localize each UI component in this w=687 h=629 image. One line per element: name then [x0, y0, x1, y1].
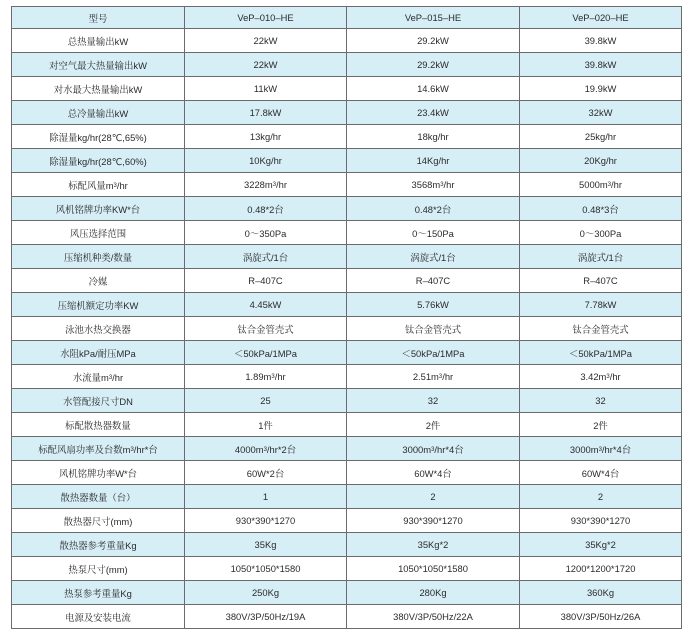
row-label: 热泵参考重量Kg: [12, 581, 185, 605]
vep-015-value: 14.6kW: [347, 77, 520, 101]
table-row: [12, 389, 682, 413]
vep-010-value: 钛合金管壳式: [185, 317, 347, 341]
table-row: [12, 533, 682, 557]
row-label: 压缩机种类/数量: [12, 245, 185, 269]
table-row: [12, 293, 682, 317]
header-vep-015: VeP–015–HE: [347, 7, 520, 29]
row-label: 散热器数量（台）: [12, 485, 185, 509]
vep-010-value: 22kW: [185, 53, 347, 77]
vep-020-value: 32kW: [520, 101, 682, 125]
vep-020-value: 2: [520, 485, 682, 509]
row-label: 散热器参考重量Kg: [12, 533, 185, 557]
vep-010-value: 380V/3P/50Hz/19A: [185, 605, 347, 629]
table-row: [12, 341, 682, 365]
vep-010-value: 25: [185, 389, 347, 413]
row-label: 水流量$m^3/hr$: [12, 365, 185, 389]
vep-020-value: 930*390*1270: [520, 509, 682, 533]
row-label: 风机铭牌功率KW*台: [12, 197, 185, 221]
vep-010-value: 250Kg: [185, 581, 347, 605]
vep-020-value: ＜50kPa/1MPa: [520, 341, 682, 365]
table-row: [12, 245, 682, 269]
vep-010-value: 1050*1050*1580: [185, 557, 347, 581]
vep-010-value: 930*390*1270: [185, 509, 347, 533]
vep-020-value: R–407C: [520, 269, 682, 293]
vep-015-value: 钛合金管壳式: [347, 317, 520, 341]
spec-table-body: [12, 29, 682, 629]
vep-020-value: 2件: [520, 413, 682, 437]
spec-table-header: [12, 7, 682, 29]
row-label: 对水最大热量输出kW: [12, 77, 185, 101]
vep-020-value: 19.9kW: [520, 77, 682, 101]
vep-020-value: 0～300Pa: [520, 221, 682, 245]
vep-015-value: 280Kg: [347, 581, 520, 605]
table-row: [12, 557, 682, 581]
table-row: [12, 269, 682, 293]
vep-020-value: $3000m^3/hr*4$台: [520, 437, 682, 461]
spec-table-container: [11, 6, 681, 629]
vep-015-value: 35Kg*2: [347, 533, 520, 557]
vep-015-value: 14Kg/hr: [347, 149, 520, 173]
table-row: [12, 365, 682, 389]
vep-020-value: 钛合金管壳式: [520, 317, 682, 341]
vep-020-value: 20Kg/hr: [520, 149, 682, 173]
vep-015-value: 18kg/hr: [347, 125, 520, 149]
vep-015-value: 2件: [347, 413, 520, 437]
header-vep-020: VeP–020–HE: [520, 7, 682, 29]
row-label: 散热器尺寸(mm): [12, 509, 185, 533]
row-label: 热泵尺寸(mm): [12, 557, 185, 581]
vep-015-value: 32: [347, 389, 520, 413]
vep-015-value: 930*390*1270: [347, 509, 520, 533]
vep-020-value: 360Kg: [520, 581, 682, 605]
vep-020-value: 涡旋式/1台: [520, 245, 682, 269]
table-row: [12, 461, 682, 485]
vep-015-value: 29.2kW: [347, 53, 520, 77]
vep-020-value: 60W*4台: [520, 461, 682, 485]
vep-015-value: 380V/3P/50Hz/22A: [347, 605, 520, 629]
row-label: 总冷量输出kW: [12, 101, 185, 125]
vep-020-value: 32: [520, 389, 682, 413]
table-row: [12, 125, 682, 149]
vep-010-value: $1.89m^3/hr$: [185, 365, 347, 389]
vep-010-value: 0.48*2台: [185, 197, 347, 221]
spec-table: [11, 6, 682, 629]
row-label: 水管配接尺寸DN: [12, 389, 185, 413]
table-row: [12, 29, 682, 53]
table-row: [12, 149, 682, 173]
vep-015-value: 2: [347, 485, 520, 509]
vep-020-value: 35Kg*2: [520, 533, 682, 557]
header-vep-010: VeP–010–HE: [185, 7, 347, 29]
row-label: 冷媒: [12, 269, 185, 293]
table-row: [12, 581, 682, 605]
row-label: 泳池水热交换器: [12, 317, 185, 341]
vep-015-value: 0.48*2台: [347, 197, 520, 221]
vep-020-value: $3.42m^3/hr$: [520, 365, 682, 389]
vep-015-value: 涡旋式/1台: [347, 245, 520, 269]
row-label: 压缩机额定功率KW: [12, 293, 185, 317]
table-row: [12, 317, 682, 341]
header-row: [12, 7, 682, 29]
row-label: 风机铭牌功率W*台: [12, 461, 185, 485]
vep-020-value: 1200*1200*1720: [520, 557, 682, 581]
vep-010-value: $4000m^3/hr*2$台: [185, 437, 347, 461]
row-label: 对空气最大热量输出kW: [12, 53, 185, 77]
vep-010-value: 0～350Pa: [185, 221, 347, 245]
row-label: 除湿量kg/hr(28℃,65%): [12, 125, 185, 149]
row-label: 电源及安装电流: [12, 605, 185, 629]
vep-015-value: $2.51m^3/hr$: [347, 365, 520, 389]
table-row: [12, 221, 682, 245]
table-row: [12, 485, 682, 509]
row-label: 总热量输出kW: [12, 29, 185, 53]
table-row: [12, 53, 682, 77]
vep-015-value: 5.76kW: [347, 293, 520, 317]
row-label: 除湿量kg/hr(28℃,60%): [12, 149, 185, 173]
row-label: 标配风扇功率及台数$m^3/hr*$台: [12, 437, 185, 461]
vep-010-value: $3228m^3/hr$: [185, 173, 347, 197]
table-row: [12, 197, 682, 221]
vep-020-value: 0.48*3台: [520, 197, 682, 221]
vep-010-value: 10Kg/hr: [185, 149, 347, 173]
row-label: 水阻kPa/耐压MPa: [12, 341, 185, 365]
vep-020-value: 39.8kW: [520, 29, 682, 53]
vep-010-value: 11kW: [185, 77, 347, 101]
vep-015-value: 0～150Pa: [347, 221, 520, 245]
vep-010-value: 1件: [185, 413, 347, 437]
vep-015-value: $3000m^3/hr*4$台: [347, 437, 520, 461]
vep-015-value: 23.4kW: [347, 101, 520, 125]
table-row: [12, 413, 682, 437]
vep-010-value: 17.8kW: [185, 101, 347, 125]
vep-010-value: ＜50kPa/1MPa: [185, 341, 347, 365]
vep-020-value: 25kg/hr: [520, 125, 682, 149]
vep-010-value: 涡旋式/1台: [185, 245, 347, 269]
vep-020-value: $5000m^3/hr$: [520, 173, 682, 197]
vep-010-value: 4.45kW: [185, 293, 347, 317]
vep-020-value: 380V/3P/50Hz/26A: [520, 605, 682, 629]
header-model: 型号: [12, 7, 185, 29]
vep-015-value: $3568m^3/hr$: [347, 173, 520, 197]
row-label: 风压选择范围: [12, 221, 185, 245]
vep-010-value: 1: [185, 485, 347, 509]
table-row: [12, 77, 682, 101]
vep-010-value: 13kg/hr: [185, 125, 347, 149]
table-row: [12, 173, 682, 197]
table-row: [12, 605, 682, 629]
vep-015-value: 1050*1050*1580: [347, 557, 520, 581]
vep-020-value: 39.8kW: [520, 53, 682, 77]
vep-010-value: 60W*2台: [185, 461, 347, 485]
vep-010-value: R–407C: [185, 269, 347, 293]
vep-010-value: 22kW: [185, 29, 347, 53]
row-label: 标配散热器数量: [12, 413, 185, 437]
vep-015-value: ＜50kPa/1MPa: [347, 341, 520, 365]
vep-015-value: R–407C: [347, 269, 520, 293]
table-row: [12, 101, 682, 125]
vep-010-value: 35Kg: [185, 533, 347, 557]
vep-015-value: 29.2kW: [347, 29, 520, 53]
vep-015-value: 60W*4台: [347, 461, 520, 485]
vep-020-value: 7.78kW: [520, 293, 682, 317]
row-label: 标配风量$m^3/hr$: [12, 173, 185, 197]
table-row: [12, 509, 682, 533]
table-row: [12, 437, 682, 461]
